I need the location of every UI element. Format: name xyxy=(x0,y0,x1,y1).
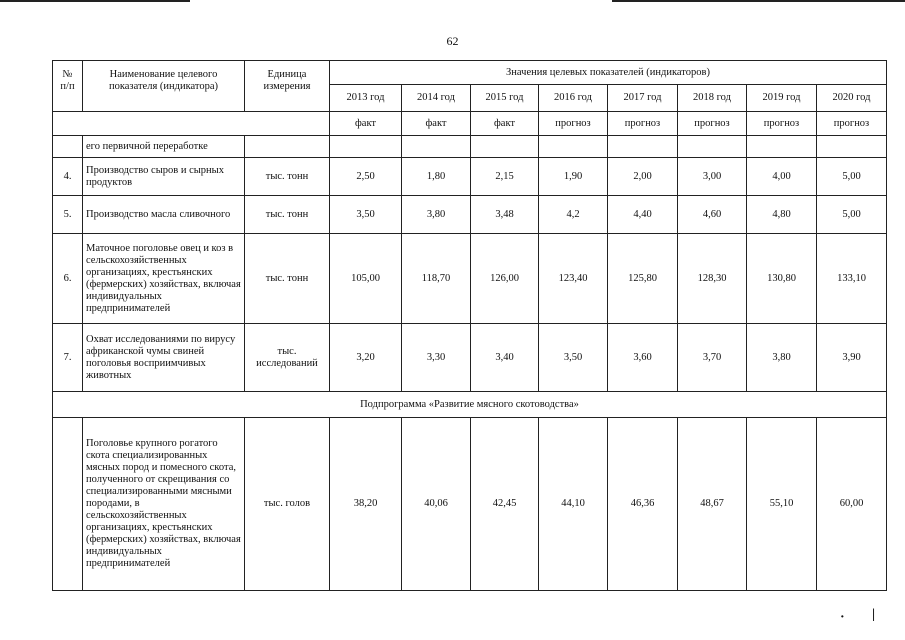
row-unit xyxy=(245,136,330,158)
row-value: 1,90 xyxy=(539,158,608,196)
header-type: факт xyxy=(471,112,539,136)
row-value: 2,15 xyxy=(471,158,539,196)
header-type: прогноз xyxy=(608,112,678,136)
row-value: 60,00 xyxy=(817,418,887,591)
row-name: Производство сыров и сырных продуктов xyxy=(83,158,245,196)
row-value: 118,70 xyxy=(402,234,471,324)
row-value: 46,36 xyxy=(608,418,678,591)
row-name: его первичной переработке xyxy=(83,136,245,158)
row-num: 5. xyxy=(53,196,83,234)
row-value: 105,00 xyxy=(330,234,402,324)
row-num: 7. xyxy=(53,324,83,392)
row-value: 4,2 xyxy=(539,196,608,234)
row-value: 38,20 xyxy=(330,418,402,591)
row-value: 5,00 xyxy=(817,196,887,234)
row-value: 55,10 xyxy=(747,418,817,591)
row-unit: тыс. тонн xyxy=(245,196,330,234)
scan-artifact-mark: · xyxy=(840,610,845,625)
row-name: Производство масла сливочного xyxy=(83,196,245,234)
row-value: 5,00 xyxy=(817,158,887,196)
header-type: прогноз xyxy=(539,112,608,136)
header-unit: Единица измерения xyxy=(245,61,330,112)
header-year: 2014 год xyxy=(402,85,471,112)
row-unit: тыс. исследований xyxy=(245,324,330,392)
row-value: 2,00 xyxy=(608,158,678,196)
indicators-table xyxy=(52,60,887,591)
row-value: 125,80 xyxy=(608,234,678,324)
row-value: 40,06 xyxy=(402,418,471,591)
row-value: 2,50 xyxy=(330,158,402,196)
header-type: прогноз xyxy=(817,112,887,136)
table-row xyxy=(53,234,887,324)
row-value: 4,80 xyxy=(747,196,817,234)
row-value: 3,00 xyxy=(678,158,747,196)
row-num: 6. xyxy=(53,234,83,324)
table-row xyxy=(53,158,887,196)
row-num: 4. xyxy=(53,158,83,196)
header-year: 2017 год xyxy=(608,85,678,112)
page-number: 62 xyxy=(446,34,459,48)
row-value: 3,80 xyxy=(402,196,471,234)
row-value: 4,40 xyxy=(608,196,678,234)
header-year: 2016 год xyxy=(539,85,608,112)
row-value: 4,00 xyxy=(747,158,817,196)
row-value: 3,50 xyxy=(330,196,402,234)
row-value: 44,10 xyxy=(539,418,608,591)
header-type-blank xyxy=(53,112,330,136)
row-num xyxy=(53,418,83,591)
row-unit: тыс. тонн xyxy=(245,234,330,324)
row-value: 3,50 xyxy=(539,324,608,392)
row-value: 4,60 xyxy=(678,196,747,234)
row-value: 128,30 xyxy=(678,234,747,324)
row-value: 48,67 xyxy=(678,418,747,591)
header-year: 2020 год xyxy=(817,85,887,112)
row-name: Маточное поголовье овец и коз в сельскохозяйственных организациях, крестьянских (фермерских) хозяйствах, включая индивидуальных предпринимателей xyxy=(83,234,245,324)
row-value: 3,90 xyxy=(817,324,887,392)
row-unit: тыс. тонн xyxy=(245,158,330,196)
row-value: 3,40 xyxy=(471,324,539,392)
header-year: 2013 год xyxy=(330,85,402,112)
header-type: прогноз xyxy=(747,112,817,136)
row-value: 130,80 xyxy=(747,234,817,324)
scan-artifact-line xyxy=(612,0,905,2)
row-value: 126,00 xyxy=(471,234,539,324)
row-value: 3,60 xyxy=(608,324,678,392)
header-year: 2015 год xyxy=(471,85,539,112)
scan-artifact-mark: | xyxy=(872,607,876,622)
header-year: 2018 год xyxy=(678,85,747,112)
row-num xyxy=(53,136,83,158)
table-row xyxy=(53,136,887,158)
header-name: Наименование целевого показателя (индикатора) xyxy=(83,61,245,112)
row-value: 123,40 xyxy=(539,234,608,324)
row-value: 3,70 xyxy=(678,324,747,392)
header-values-title: Значения целевых показателей (индикаторов) xyxy=(330,61,887,85)
header-type: факт xyxy=(402,112,471,136)
row-name: Поголовье крупного рогатого скота специализированных мясных пород и помесного скота, полученного от скрещивания со специализированными мясными породами, в сельскохозяйственных организациях, крестьянских (фермерских) хозяйствах, включая индивидуальных предпринимателей xyxy=(83,418,245,591)
row-value: 133,10 xyxy=(817,234,887,324)
row-value: 3,30 xyxy=(402,324,471,392)
row-value: 3,20 xyxy=(330,324,402,392)
subprogram-title: Подпрограмма «Развитие мясного скотоводства» xyxy=(53,392,887,418)
table-row xyxy=(53,196,887,234)
row-value: 3,80 xyxy=(747,324,817,392)
header-type: факт xyxy=(330,112,402,136)
row-value: 42,45 xyxy=(471,418,539,591)
header-num: № п/п xyxy=(53,61,83,112)
header-year: 2019 год xyxy=(747,85,817,112)
row-unit: тыс. голов xyxy=(245,418,330,591)
row-value: 3,48 xyxy=(471,196,539,234)
row-name: Охват исследованиями по вирусу африканской чумы свиней поголовья восприимчивых животных xyxy=(83,324,245,392)
table-row xyxy=(53,392,887,418)
table-row xyxy=(53,418,887,591)
table-row xyxy=(53,324,887,392)
row-value: 1,80 xyxy=(402,158,471,196)
scan-artifact-line xyxy=(0,0,190,2)
header-type: прогноз xyxy=(678,112,747,136)
